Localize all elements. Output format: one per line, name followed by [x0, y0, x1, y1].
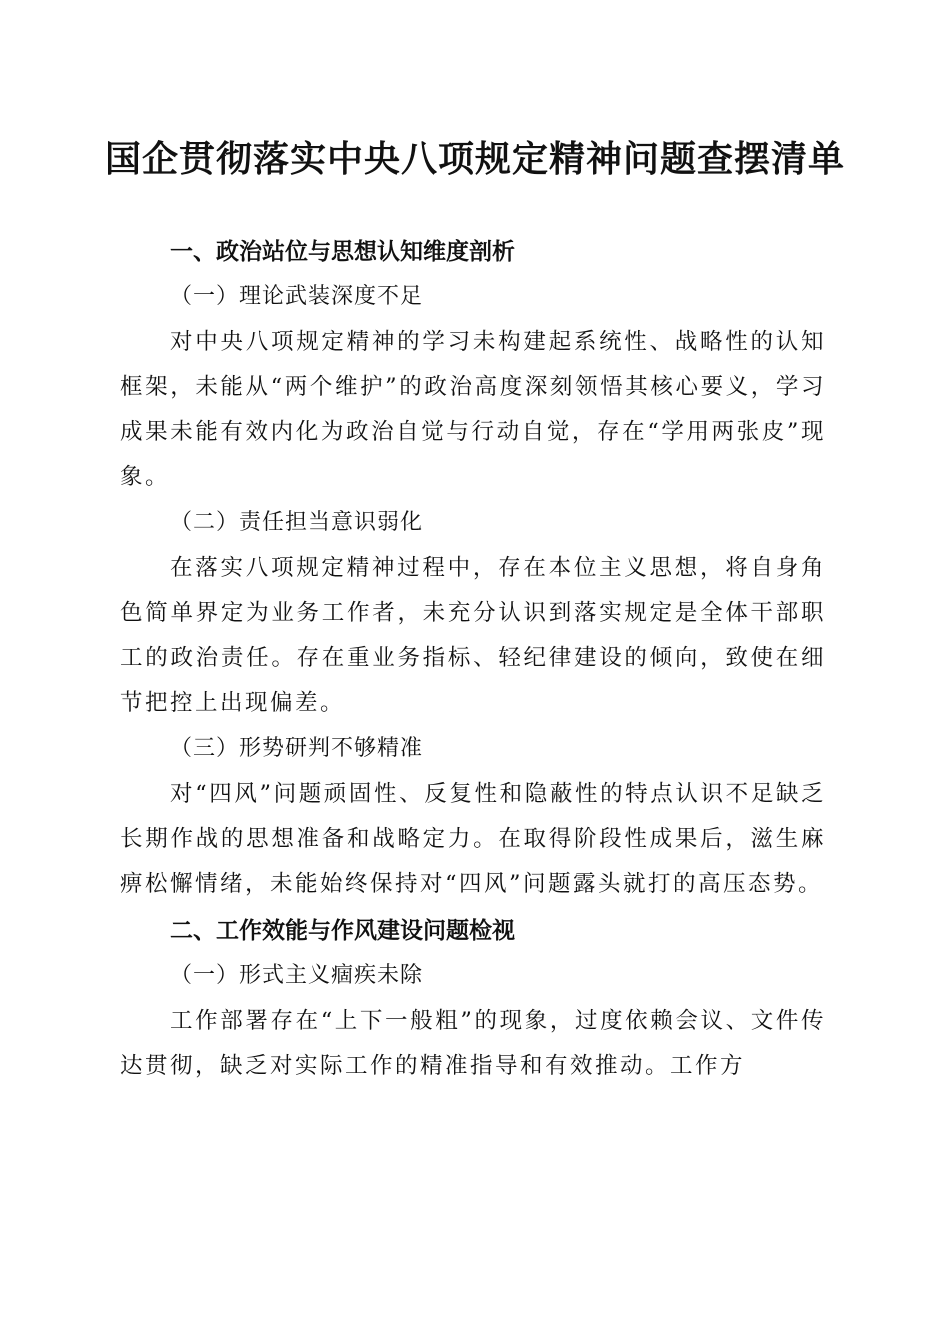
subsection-heading: （一）理论武装深度不足: [170, 284, 424, 309]
subsection-heading: （一）形式主义痼疾未除: [170, 963, 424, 988]
subsection-heading: （二）责任担当意识弱化: [170, 510, 424, 535]
document-title: 国企贯彻落实中央八项规定精神问题查摆清单: [104, 139, 845, 180]
section-heading: 二、工作效能与作风建设问题检视: [170, 918, 515, 944]
paragraph: 工作部署存在“上下一般粗”的现象，过度依赖会议、文件传达贯彻，缺乏对实际工作的精准指导和有效推动。工作方: [120, 1008, 826, 1079]
section-heading: 一、政治站位与思想认知维度剖析: [170, 239, 515, 265]
document-body: [120, 228, 826, 1089]
paragraph: 对“四风”问题顽固性、反复性和隐蔽性的特点认识不足缺乏长期作战的思想准备和战略定力。在取得阶段性成果后，滋生麻痹松懈情绪，未能始终保持对“四风”问题露头就打的高压态势。: [120, 781, 826, 897]
subsection-heading: （三）形势研判不够精准: [170, 736, 424, 761]
paragraph: 对中央八项规定精神的学习未构建起系统性、战略性的认知框架，未能从“两个维护”的政治高度深刻领悟其核心要义，学习成果未能有效内化为政治自觉与行动自觉，存在“学用两张皮”现象。: [120, 329, 826, 490]
paragraph: 在落实八项规定精神过程中，存在本位主义思想，将自身角色简单界定为业务工作者，未充分认识到落实规定是全体干部职工的政治责任。存在重业务指标、轻纪律建设的倾向，致使在细节把控上出现偏差。: [120, 555, 826, 716]
